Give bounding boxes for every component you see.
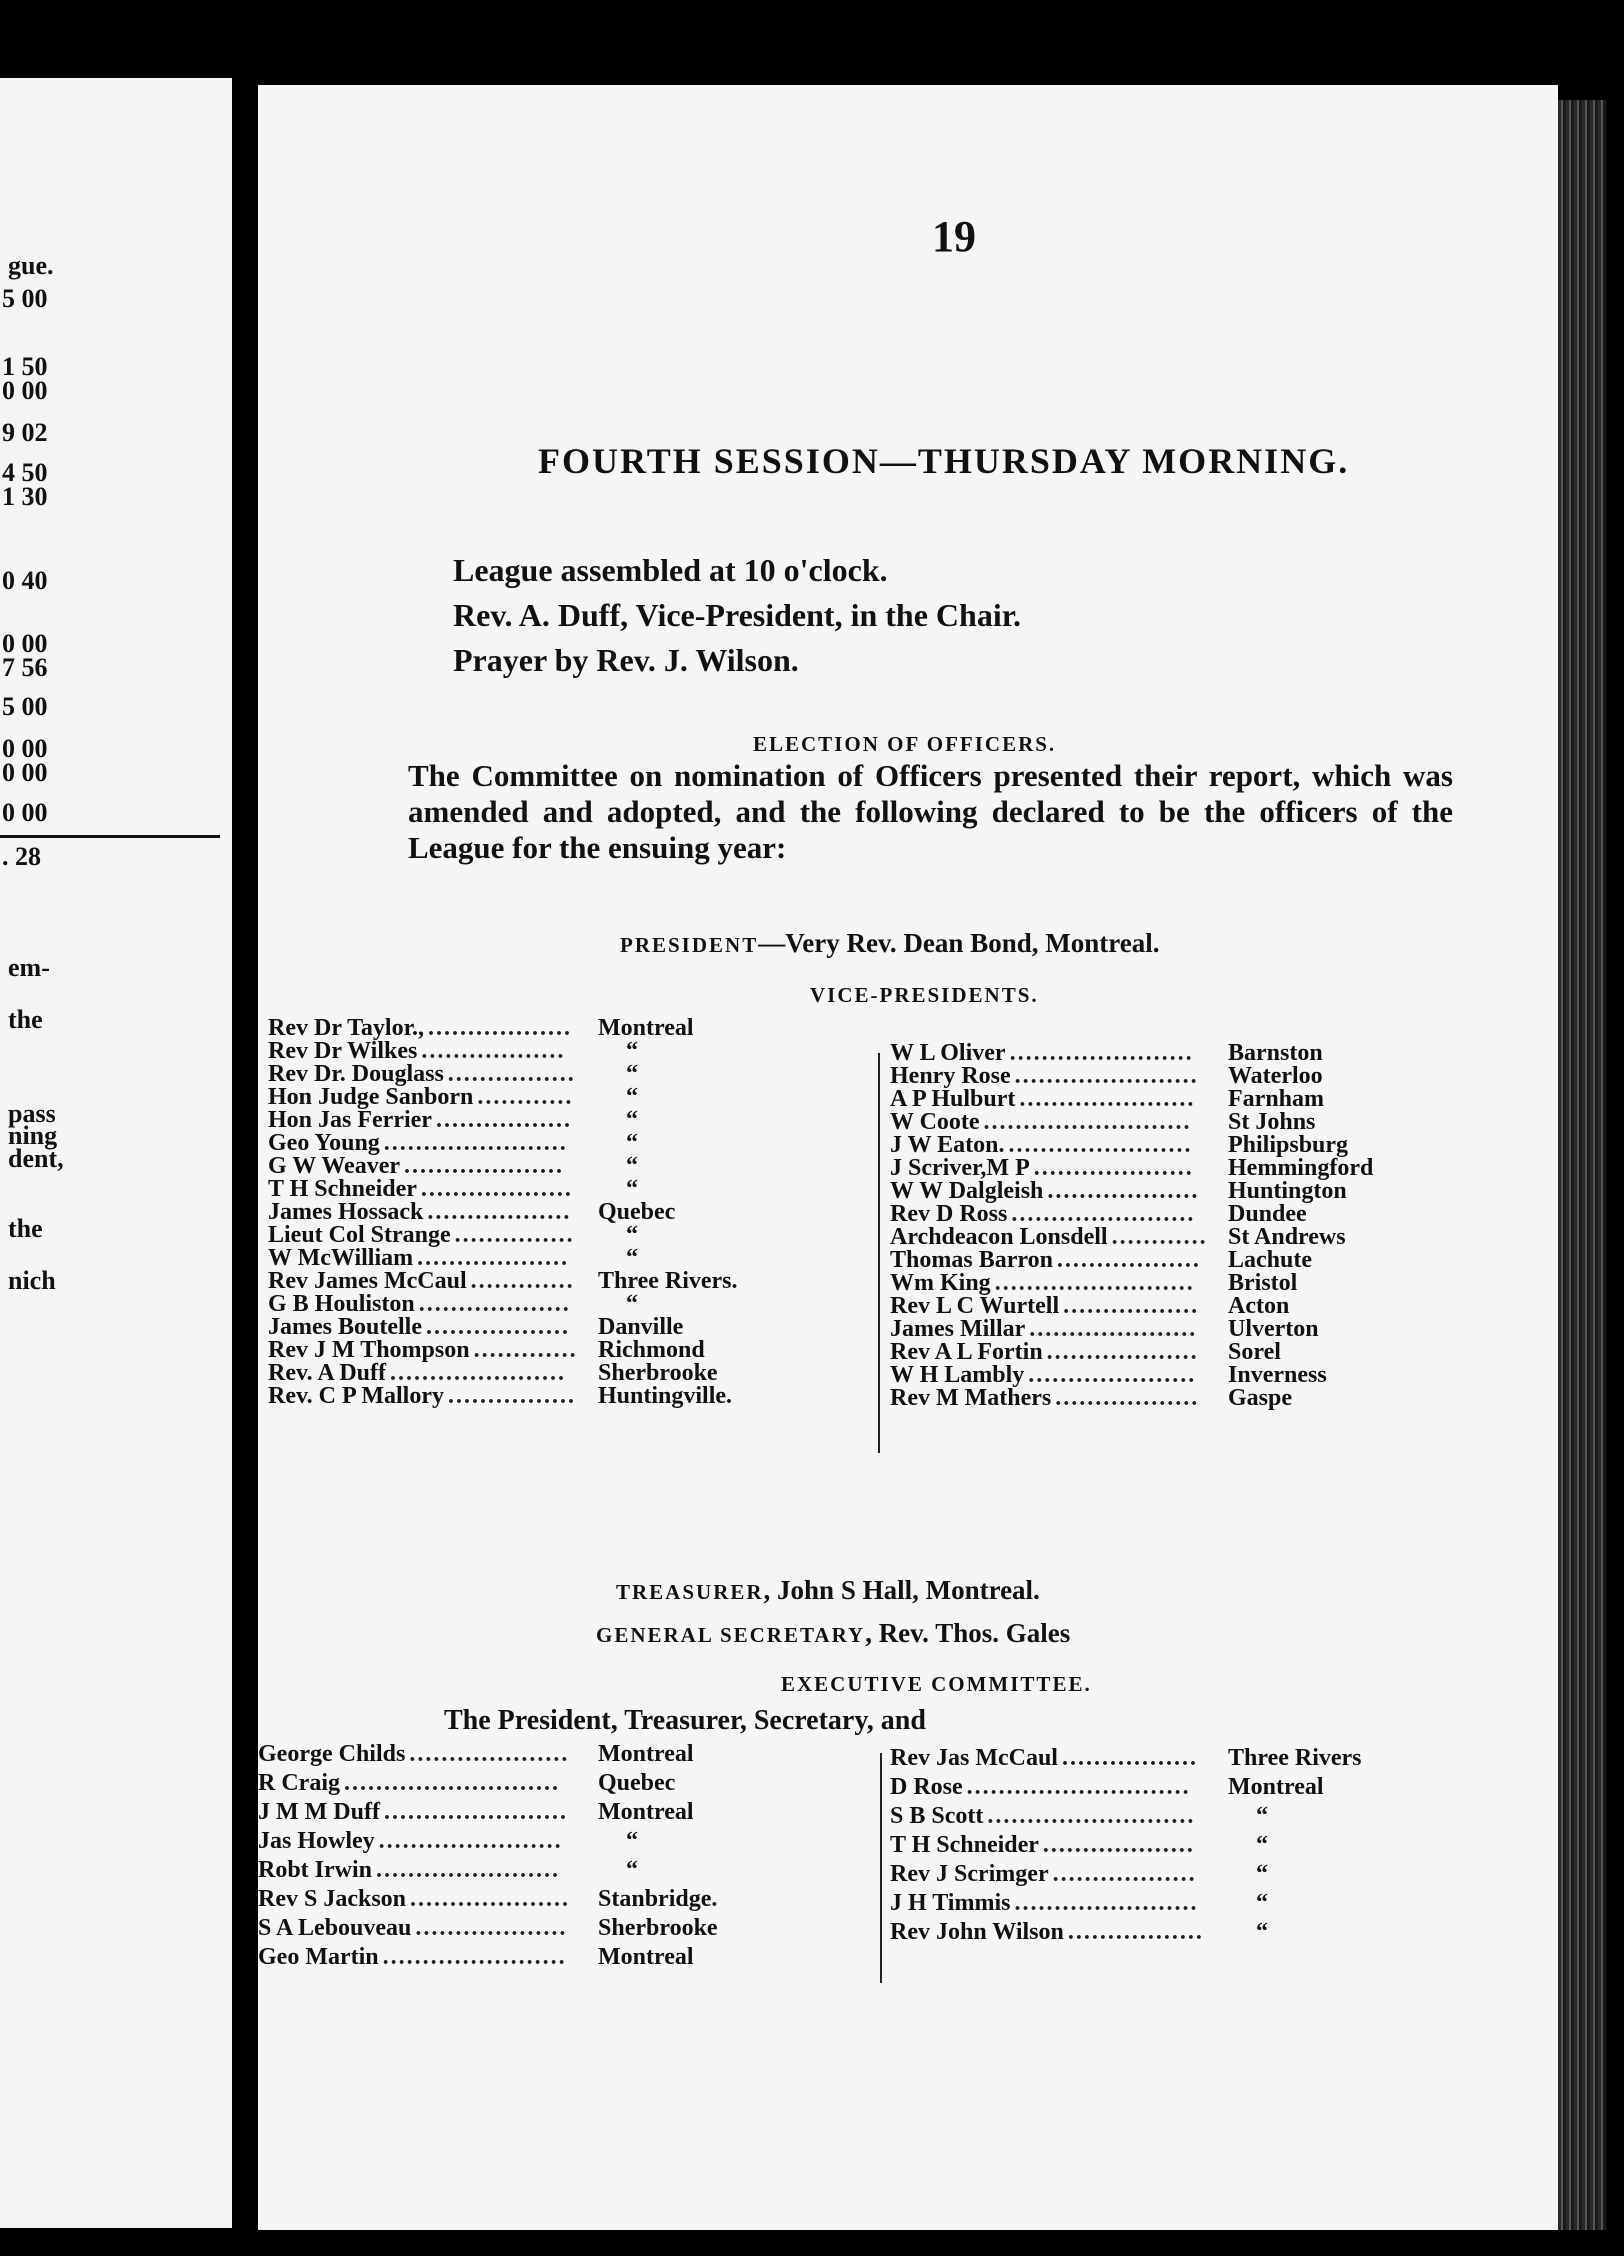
vice-president-right-name: Rev A L Fortin <box>890 1339 1043 1365</box>
executive-right-row <box>890 1803 1550 1832</box>
vice-president-right-name: Wm King <box>890 1270 991 1296</box>
intro-line-2: Rev. A. Duff, Vice-President, in the Chair. <box>453 597 1021 633</box>
dot-leader: ....................... <box>383 1130 568 1156</box>
dot-leader: ...................... <box>390 1360 567 1386</box>
left-page-fragment-text: 0 40 <box>2 566 48 595</box>
executive-right-name: D Rose <box>890 1774 963 1800</box>
vice-president-left-place: Huntingville. <box>598 1383 733 1409</box>
vice-president-left-row <box>268 1337 858 1363</box>
vice-president-left-name: G W Weaver <box>268 1153 400 1179</box>
treasurer-line <box>616 1575 1040 1606</box>
dot-leader: ................... <box>420 1176 573 1202</box>
vice-president-left-place: “ <box>626 1176 638 1202</box>
executive-left-column <box>258 1741 858 1973</box>
vice-president-left-place: “ <box>626 1107 638 1133</box>
dot-leader: ................... <box>1042 1832 1195 1858</box>
dot-leader: ................. <box>435 1107 572 1133</box>
session-heading: FOURTH SESSION—THURSDAY MORNING. <box>538 441 1350 481</box>
vice-president-left-row <box>268 1084 858 1110</box>
executive-left-name: R Craig <box>258 1770 340 1796</box>
vice-president-right-row <box>890 1155 1540 1181</box>
executive-left-place: “ <box>626 1828 638 1854</box>
executive-right-row <box>890 1774 1550 1803</box>
vice-president-right-place: Philipsburg <box>1228 1132 1349 1158</box>
vice-president-right-row <box>890 1086 1540 1112</box>
vice-president-left-name: Rev. A Duff <box>268 1360 387 1386</box>
dot-leader: ............................ <box>966 1774 1191 1800</box>
left-page-fragment-text: 5 00 <box>2 692 48 721</box>
vice-president-left-row <box>268 1222 858 1248</box>
dot-leader: ......................... <box>994 1270 1195 1296</box>
executive-left-place: Stanbridge. <box>598 1886 718 1912</box>
executive-right-column <box>890 1745 1550 1948</box>
vice-president-left-name: Rev. C P Mallory <box>268 1383 444 1409</box>
dot-leader: ................... <box>418 1291 571 1317</box>
column-divider <box>878 1053 880 1453</box>
left-page-fragment-text: 0 00 <box>2 758 48 787</box>
dot-leader: ................... <box>1046 1339 1199 1365</box>
vice-president-left-name: Rev Dr Taylor., <box>268 1015 425 1041</box>
executive-right-place: Montreal <box>1228 1774 1324 1800</box>
left-page-fragment-text: 4 50 <box>2 458 48 487</box>
vice-president-left-place: “ <box>626 1084 638 1110</box>
vice-president-left-place: Danville <box>598 1314 684 1340</box>
vice-president-right-row <box>890 1201 1540 1227</box>
vice-president-left-row <box>268 1153 858 1179</box>
intro-line-1: League assembled at 10 o'clock. <box>453 552 888 588</box>
vice-president-right-name: W Coote <box>890 1109 980 1135</box>
left-page-fragment-text: 7 56 <box>2 653 48 682</box>
president-line <box>620 928 1159 959</box>
vice-president-right-row <box>890 1040 1540 1066</box>
executive-right-row <box>890 1832 1550 1861</box>
vice-president-left-place: Montreal <box>598 1015 694 1041</box>
dot-leader: ....................... <box>382 1944 567 1970</box>
dot-leader: ....................... <box>383 1799 568 1825</box>
dot-leader: ........................... <box>343 1770 560 1796</box>
left-page-fragment-text: 0 00 <box>2 376 48 405</box>
vice-president-left-name: Geo Young <box>268 1130 380 1156</box>
vice-presidents-heading-text: VICE-PRESIDENTS. <box>810 983 1039 1007</box>
vice-president-right-name: A P Hulburt <box>890 1086 1016 1112</box>
vice-president-left-name: T H Schneider <box>268 1176 417 1202</box>
vice-president-right-row <box>890 1339 1540 1365</box>
vice-president-right-place: Dundee <box>1228 1201 1307 1227</box>
vice-president-left-row <box>268 1291 858 1317</box>
executive-left-place: Montreal <box>598 1799 694 1825</box>
vice-president-right-place: Ulverton <box>1228 1316 1319 1342</box>
president-text: —Very Rev. Dean Bond, Montreal. <box>758 928 1160 958</box>
executive-left-place: Montreal <box>598 1944 694 1970</box>
vice-president-left-name: G B Houliston <box>268 1291 415 1317</box>
vice-president-left-row <box>268 1314 858 1340</box>
dot-leader: ................ <box>447 1061 576 1087</box>
executive-right-name: Rev Jas McCaul <box>890 1745 1058 1771</box>
dot-leader: ................... <box>1047 1178 1200 1204</box>
vice-president-left-name: Hon Jas Ferrier <box>268 1107 432 1133</box>
general-secretary-title: GENERAL SECRETARY <box>596 1623 866 1647</box>
executive-left-place: Montreal <box>598 1741 694 1767</box>
vice-president-left-row <box>268 1360 858 1386</box>
executive-intro: The President, Treasurer, Secretary, and <box>444 1705 926 1736</box>
executive-left-row <box>258 1857 858 1886</box>
dot-leader: .......................... <box>987 1803 1196 1829</box>
executive-right-place: “ <box>1256 1861 1268 1887</box>
vice-president-left-place: “ <box>626 1222 638 1248</box>
executive-left-row <box>258 1944 858 1973</box>
vice-president-right-place: Acton <box>1228 1293 1290 1319</box>
executive-right-place: Three Rivers <box>1228 1745 1362 1771</box>
dot-leader: ....................... <box>1008 1132 1193 1158</box>
right-page <box>258 85 1558 2230</box>
left-page-rule <box>0 835 220 838</box>
vice-president-left-place: Three Rivers. <box>598 1268 738 1294</box>
left-page-fragment-text: . 28 <box>2 842 41 871</box>
left-page-fragment-text: 5 00 <box>2 284 48 313</box>
dot-leader: .................. <box>1052 1861 1197 1887</box>
executive-right-place: “ <box>1256 1832 1268 1858</box>
left-page-fragment <box>0 78 232 2228</box>
executive-left-place: “ <box>626 1857 638 1883</box>
vice-president-right-place: Farnham <box>1228 1086 1324 1112</box>
dot-leader: ................. <box>1067 1919 1204 1945</box>
vice-president-left-row <box>268 1268 858 1294</box>
vice-president-left-name: Rev James McCaul <box>268 1268 467 1294</box>
vice-president-left-name: Rev Dr Wilkes <box>268 1038 418 1064</box>
general-secretary-text: , Rev. Thos. Gales <box>865 1618 1071 1648</box>
executive-left-name: Geo Martin <box>258 1944 379 1970</box>
vice-president-right-name: W H Lambly <box>890 1362 1025 1388</box>
executive-right-place: “ <box>1256 1890 1268 1916</box>
vice-president-left-place: “ <box>626 1130 638 1156</box>
dot-leader: .................. <box>428 1015 573 1041</box>
executive-left-row <box>258 1886 858 1915</box>
vice-president-right-place: Gaspe <box>1228 1385 1293 1411</box>
election-heading: ELECTION OF OFFICERS. <box>753 732 1057 756</box>
dot-leader: .................... <box>409 1741 570 1767</box>
dot-leader: ....................... <box>376 1857 561 1883</box>
dot-leader: .................. <box>427 1199 572 1225</box>
vice-president-right-name: W W Dalgleish <box>890 1178 1044 1204</box>
executive-right-row <box>890 1890 1550 1919</box>
executive-left-row <box>258 1828 858 1857</box>
president-title: PRESIDENT <box>620 933 759 957</box>
executive-heading-text: EXECUTIVE COMMITTEE. <box>781 1672 1092 1696</box>
vice-president-right-name: W L Oliver <box>890 1040 1006 1066</box>
left-page-fragment-text: 1 30 <box>2 482 48 511</box>
vice-president-left-name: Hon Judge Sanborn <box>268 1084 474 1110</box>
executive-left-place: Quebec <box>598 1770 676 1796</box>
dot-leader: .......................... <box>983 1109 1192 1135</box>
treasurer-text: , John S Hall, Montreal. <box>763 1575 1040 1605</box>
vice-president-right-place: Inverness <box>1228 1362 1327 1388</box>
executive-left-name: George Childs <box>258 1741 406 1767</box>
vice-presidents-left-column <box>268 1015 858 1409</box>
vice-president-right-row <box>890 1385 1540 1411</box>
vice-president-right-place: St Johns <box>1228 1109 1316 1135</box>
left-page-fragment-text: gue. <box>8 251 54 280</box>
executive-left-row <box>258 1915 858 1944</box>
dot-leader: ....................... <box>378 1828 563 1854</box>
book-edge <box>1558 100 1606 2230</box>
left-page-fragment-text: em- <box>8 953 50 982</box>
executive-left-row <box>258 1770 858 1799</box>
vice-president-left-name: Rev J M Thompson <box>268 1337 470 1363</box>
left-page-fragment-text: dent, <box>8 1144 64 1173</box>
dot-leader: ................... <box>417 1245 570 1271</box>
dot-leader: ....................... <box>1014 1063 1199 1089</box>
dot-leader: ................ <box>447 1383 576 1409</box>
left-page-fragment-text: nich <box>8 1266 56 1295</box>
executive-left-name: J M M Duff <box>258 1799 380 1825</box>
vice-president-right-name: Henry Rose <box>890 1063 1011 1089</box>
vice-president-right-name: J W Eaton. <box>890 1132 1005 1158</box>
vice-president-left-place: Sherbrooke <box>598 1360 718 1386</box>
vice-president-left-name: Rev Dr. Douglass <box>268 1061 444 1087</box>
executive-right-row <box>890 1745 1550 1774</box>
executive-left-place: Sherbrooke <box>598 1915 718 1941</box>
executive-left-name: S A Lebouveau <box>258 1915 412 1941</box>
executive-column-divider <box>880 1753 882 1983</box>
dot-leader: ....................... <box>1014 1890 1199 1916</box>
executive-right-row <box>890 1861 1550 1890</box>
dot-leader: ............ <box>477 1084 574 1110</box>
left-page-fragment-text: 1 50 <box>2 352 48 381</box>
executive-right-name: J H Timmis <box>890 1890 1011 1916</box>
vice-president-left-row <box>268 1176 858 1202</box>
vice-president-right-row <box>890 1063 1540 1089</box>
page-number: 19 <box>932 212 976 261</box>
executive-right-name: S B Scott <box>890 1803 984 1829</box>
vice-president-left-place: Richmond <box>598 1337 705 1363</box>
vice-president-left-place: Quebec <box>598 1199 676 1225</box>
vice-president-right-name: Rev D Ross <box>890 1201 1008 1227</box>
intro-line-3: Prayer by Rev. J. Wilson. <box>453 642 799 678</box>
vice-president-left-name: James Hossack <box>268 1199 424 1225</box>
vice-president-left-row <box>268 1015 858 1041</box>
dot-leader: ....................... <box>1009 1040 1194 1066</box>
vice-president-right-row <box>890 1224 1540 1250</box>
dot-leader: .................. <box>421 1038 566 1064</box>
vice-president-right-row <box>890 1293 1540 1319</box>
vice-president-left-name: Lieut Col Strange <box>268 1222 451 1248</box>
dot-leader: ................... <box>415 1915 568 1941</box>
vice-president-left-name: W McWilliam <box>268 1245 414 1271</box>
treasurer-title: TREASURER <box>616 1580 764 1604</box>
vice-president-left-row <box>268 1107 858 1133</box>
dot-leader: .................. <box>425 1314 570 1340</box>
vice-president-left-row <box>268 1383 858 1409</box>
vice-president-left-place: “ <box>626 1061 638 1087</box>
gutter <box>232 0 258 2256</box>
dot-leader: .................... <box>410 1886 571 1912</box>
dot-leader: ..................... <box>1028 1362 1197 1388</box>
election-paragraph: The Committee on nomination of Officers presented their report, which was amended and adopted, and the following declared to be the officers of the League for the ensuing year: <box>408 758 1453 865</box>
vice-president-right-place: Sorel <box>1228 1339 1281 1365</box>
vice-president-left-row <box>268 1245 858 1271</box>
dot-leader: ..................... <box>1029 1316 1198 1342</box>
executive-left-name: Rev S Jackson <box>258 1886 407 1912</box>
vice-president-left-place: “ <box>626 1245 638 1271</box>
vice-presidents-right-column <box>890 1040 1540 1411</box>
left-page-fragment-text: 0 00 <box>2 734 48 763</box>
left-page-fragment-text: 0 00 <box>2 629 48 658</box>
dot-leader: ...................... <box>1019 1086 1196 1112</box>
left-page-fragment-text: 0 00 <box>2 798 48 827</box>
executive-right-row <box>890 1919 1550 1948</box>
executive-left-name: Jas Howley <box>258 1828 375 1854</box>
vice-president-right-name: Rev L C Wurtell <box>890 1293 1060 1319</box>
vice-president-right-place: Huntington <box>1228 1178 1347 1204</box>
left-page-fragment-text: pass <box>8 1099 56 1128</box>
vice-president-left-row <box>268 1130 858 1156</box>
vice-president-left-name: James Boutelle <box>268 1314 422 1340</box>
vice-president-left-place: “ <box>626 1038 638 1064</box>
executive-right-place: “ <box>1256 1803 1268 1829</box>
left-page-fragment-text: 9 02 <box>2 418 48 447</box>
vice-president-right-name: Thomas Barron <box>890 1247 1053 1273</box>
vice-president-right-name: Rev M Mathers <box>890 1385 1052 1411</box>
vice-president-right-row <box>890 1132 1540 1158</box>
vice-president-right-name: J Scriver,M P <box>890 1155 1030 1181</box>
vice-president-right-place: Bristol <box>1228 1270 1298 1296</box>
vice-president-right-row <box>890 1316 1540 1342</box>
vice-president-right-row <box>890 1178 1540 1204</box>
left-page-fragment-text: ning <box>8 1121 58 1150</box>
left-page-fragment-text: the <box>8 1005 43 1034</box>
vice-president-right-name: Archdeacon Lonsdell <box>890 1224 1108 1250</box>
vice-presidents-heading <box>810 978 1039 1009</box>
vice-president-right-row <box>890 1247 1540 1273</box>
vice-president-left-row <box>268 1199 858 1225</box>
dot-leader: .................. <box>1056 1247 1201 1273</box>
dot-leader: ............. <box>470 1268 575 1294</box>
vice-president-left-row <box>268 1038 858 1064</box>
vice-president-right-row <box>890 1109 1540 1135</box>
dot-leader: ............... <box>454 1222 575 1248</box>
dot-leader: ............ <box>1111 1224 1208 1250</box>
vice-president-left-row <box>268 1061 858 1087</box>
dot-leader: .................... <box>1033 1155 1194 1181</box>
general-secretary-line <box>596 1618 1070 1649</box>
executive-right-name: T H Schneider <box>890 1832 1039 1858</box>
vice-president-right-row <box>890 1270 1540 1296</box>
vice-president-left-place: “ <box>626 1291 638 1317</box>
dot-leader: ....................... <box>1011 1201 1196 1227</box>
left-page-fragment-text: the <box>8 1214 43 1243</box>
vice-president-right-name: James Millar <box>890 1316 1026 1342</box>
vice-president-left-place: “ <box>626 1153 638 1179</box>
vice-president-right-row <box>890 1362 1540 1388</box>
dot-leader: .................. <box>1055 1385 1200 1411</box>
executive-right-place: “ <box>1256 1919 1268 1945</box>
executive-left-row <box>258 1741 858 1770</box>
dot-leader: ................. <box>1061 1745 1198 1771</box>
executive-heading <box>781 1667 1092 1698</box>
dot-leader: ............. <box>473 1337 578 1363</box>
dot-leader: .................... <box>404 1153 564 1179</box>
vice-president-right-place: Hemmingford <box>1228 1155 1374 1181</box>
executive-right-name: Rev J Scrimger <box>890 1861 1049 1887</box>
vice-president-right-place: Waterloo <box>1228 1063 1323 1089</box>
vice-president-right-place: Lachute <box>1228 1247 1312 1273</box>
vice-president-right-place: St Andrews <box>1228 1224 1346 1250</box>
executive-right-name: Rev John Wilson <box>890 1919 1064 1945</box>
executive-left-name: Robt Irwin <box>258 1857 373 1883</box>
executive-left-row <box>258 1799 858 1828</box>
vice-president-right-place: Barnston <box>1228 1040 1323 1066</box>
dot-leader: ................. <box>1063 1293 1200 1319</box>
